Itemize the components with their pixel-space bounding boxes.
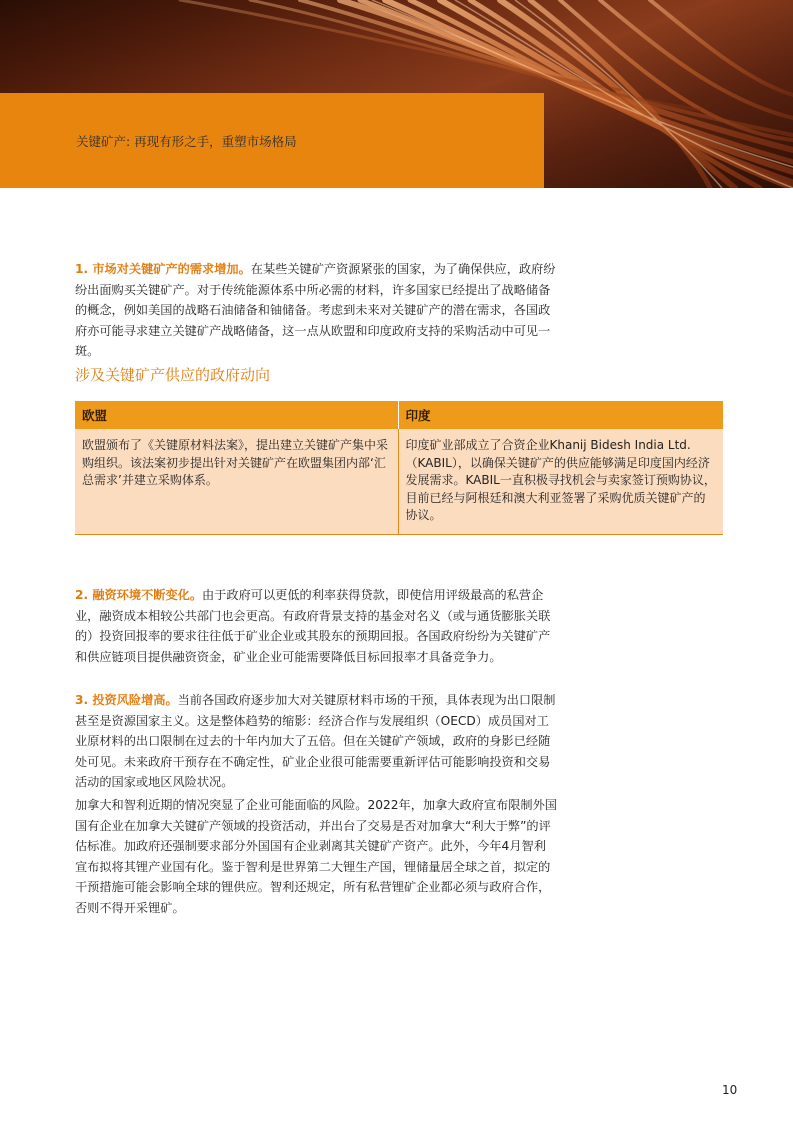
government-actions-table — [75, 401, 723, 535]
cell-eu: 欧盟颁布了《关键原材料法案》，提出建立关键矿产集中采购组织。该法案初步提出针对关键矿产在欧盟集团内部‘汇总需求’并建立采购体系。 — [75, 429, 398, 534]
closing-paragraph: 加拿大和智利近期的情况突显了企业可能面临的风险。2022年，加拿大政府宣布限制外国国有企业在加拿大关键矿产领域的投资活动，并出台了交易是否对加拿大“利大于弊”的评估标准。加政府还强制要求部分外国国有企业剥离其关键矿产资产。此外，今年4月智利宣布拟将其锂产业国有化。鉴于智利是世界第二大锂生产国，锂储量居全球之首，拟定的干预措施可能会影响全球的锂供应。智利还规定，所有私营锂矿企业都必须与政府合作，否则不得开采锂矿。 — [75, 798, 557, 915]
section-3-paragraph — [75, 690, 558, 793]
page-number: 10 — [722, 1083, 738, 1097]
section-2-heading: 2. 融资环境不断变化。 — [75, 588, 203, 602]
section-1-heading: 1. 市场对关键矿产的需求增加。 — [75, 262, 251, 276]
cell-india: 印度矿业部成立了合资企业Khanij Bidesh India Ltd.（KABIL），以确保关键矿产的供应能够满足印度国内经济发展需求。KABIL一直积极寻找机会与卖家签订预购协议，目前已经与阿根廷和澳大利亚签署了采购优质关键矿产的协议。 — [398, 429, 723, 534]
section-3-heading: 3. 投资风险增高。 — [75, 693, 178, 707]
table-header-row — [75, 401, 723, 429]
table-row — [75, 429, 723, 534]
section-2-body: 由于政府可以更低的利率获得贷款，即使信用评级最高的私营企业，融资成本相较公共部门也会更高。有政府背景支持的基金对名义（或与通货膨胀关联的）投资回报率的要求往往低于矿业企业或其股东的预期回报。各国政府纷纷为关键矿产和供应链项目提供融资资金，矿业企业可能需要降低目标回报率才具备竞争力。 — [75, 588, 551, 664]
column-header-eu: 欧盟 — [75, 401, 398, 429]
page-title: 关键矿产: 再现有形之手，重塑市场格局 — [76, 134, 297, 149]
table-heading: 涉及关键矿产供应的政府动向 — [75, 366, 271, 384]
section-1-paragraph — [75, 259, 558, 362]
section-3-body: 当前各国政府逐步加大对关键原材料市场的干预，具体表现为出口限制甚至是资源国家主义。这是整体趋势的缩影：经济合作与发展组织（OECD）成员国对工业原材料的出口限制在过去的十年内加大了五倍。但在关键矿产领域，政府的身影已经随处可见。未来政府干预存在不确定性，矿业企业很可能需要重新评估可能影响投资和交易活动的国家或地区风险状况。 — [75, 693, 556, 789]
section-1-body: 在某些关键矿产资源紧张的国家，为了确保供应，政府纷纷出面购买关键矿产。对于传统能源体系中所必需的材料，许多国家已经提出了战略储备的概念，例如美国的战略石油储备和铀储备。考虑到未来对关键矿产的潜在需求，各国政府亦可能寻求建立关键矿产战略储备，这一点从欧盟和印度政府支持的采购活动中可见一斑。 — [75, 262, 556, 358]
section-2-paragraph — [75, 585, 558, 667]
column-header-india: 印度 — [398, 401, 723, 429]
